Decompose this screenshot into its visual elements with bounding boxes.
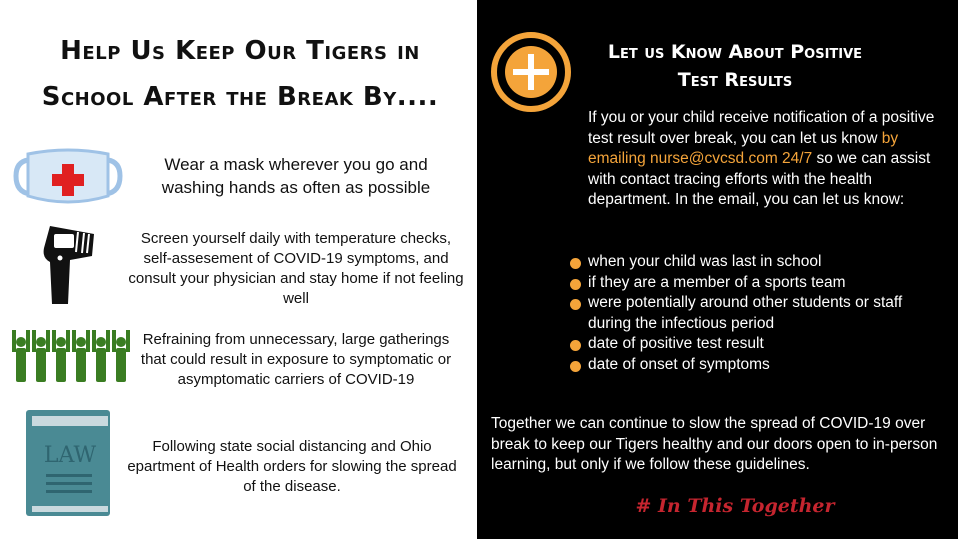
list-item: were potentially around other students or staff during the infectious period xyxy=(566,293,946,334)
paragraph-outro: so we can assist with contact tracing efforts with the health department. In the email, you can let us know: xyxy=(588,150,931,208)
bullet-dot-icon xyxy=(570,340,581,351)
main-title-line2: School After the Break By.... xyxy=(41,82,439,112)
plus-circle-icon xyxy=(489,30,573,114)
bullet-dot-icon xyxy=(570,279,581,290)
right-title-line2: Test Results xyxy=(677,69,793,91)
law-book-icon xyxy=(26,410,112,518)
tip-distancing-text: Following state social distancing and Ohio epartment of Health orders for slowing the spread of the disease. xyxy=(127,438,457,495)
right-title xyxy=(590,38,880,94)
list-item: date of positive test result xyxy=(566,334,946,355)
closing-paragraph: Together we can continue to slow the spread of COVID-19 over break to keep our Tigers healthy and our doors open to in-person learning, but only if we follow these guidelines. xyxy=(491,415,938,473)
bullet-dot-icon xyxy=(570,361,581,372)
hashtag: # In This Together xyxy=(635,495,835,517)
email-highlight: by emailing nurse@cvcsd.com 24/7 xyxy=(588,129,899,167)
list-item: when your child was last in school xyxy=(566,252,946,273)
tip-gatherings-text: Refraining from unnecessary, large gatherings that could result in exposure to symptomatic or asymptomatic carriers of COVID-19 xyxy=(140,331,452,388)
list-item: date of onset of symptoms xyxy=(566,355,946,376)
right-title-line1: Let us Know About Positive xyxy=(607,41,863,63)
face-mask-icon xyxy=(12,146,124,208)
main-title xyxy=(10,28,470,120)
positive-result-paragraph xyxy=(588,108,938,211)
thermometer-icon xyxy=(40,222,96,308)
law-book-text: LAW xyxy=(43,443,97,468)
bullet-dot-icon xyxy=(570,258,581,269)
list-item: if they are a member of a sports team xyxy=(566,273,946,294)
tip-screening-text: Screen yourself daily with temperature checks, self-assesement of COVID-19 symptoms, and consult your physician and stay home if not feeling well xyxy=(128,230,464,307)
main-title-line1: Help Us Keep Our Tigers in xyxy=(60,36,420,66)
tip-mask-text: Wear a mask wherever you go and washing hands as often as possible xyxy=(161,155,431,197)
crowd-icon xyxy=(12,326,132,384)
paragraph-intro: If you or your child receive notification of a positive test result over break, you can let us know xyxy=(588,109,935,147)
bullet-dot-icon xyxy=(570,299,581,310)
info-bullet-list xyxy=(566,252,946,375)
